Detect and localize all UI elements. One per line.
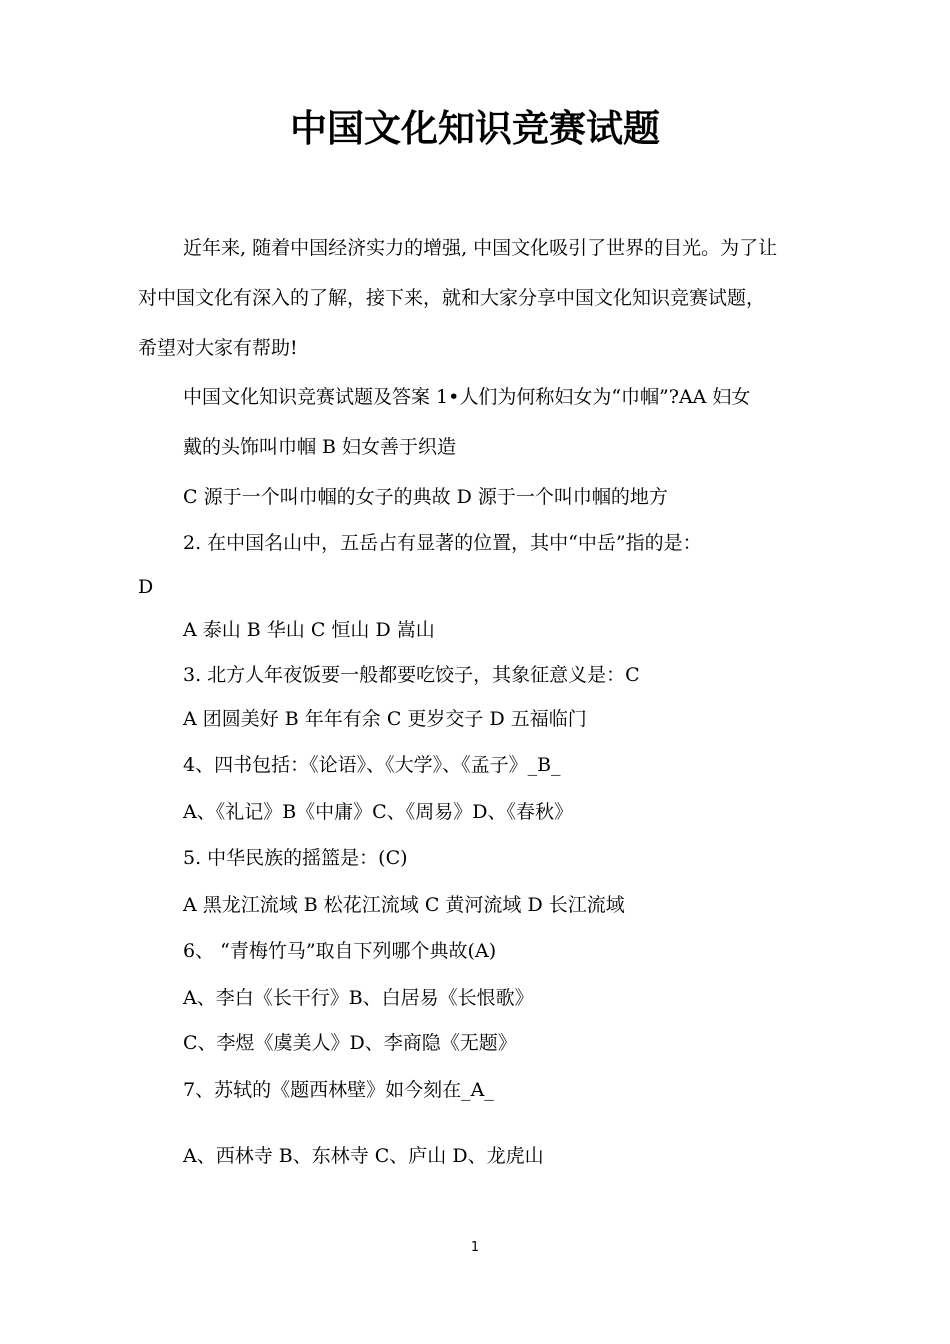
question-3: 3. 北方人年夜饭要一般都要吃饺子，其象征意义是：C	[183, 664, 640, 686]
question-4-options: A、《礼记》B《中庸》C、《周易》D、《春秋》	[183, 801, 573, 823]
question-1-options: C 源于一个叫巾帼的女子的典故 D 源于一个叫巾帼的地方	[183, 486, 668, 508]
question-1-line-2: 戴的头饰叫巾帼 B 妇女善于织造	[183, 436, 457, 458]
question-4: 4、四书包括：《论语》、《大学》、《孟子》_B_	[183, 754, 561, 776]
question-6-options-1: A、李白《长干行》B、白居易《长恨歌》	[183, 987, 534, 1009]
question-5-options: A 黑龙江流域 B 松花江流域 C 黄河流域 D 长江流域	[183, 894, 625, 916]
question-1-line-1: 中国文化知识竞赛试题及答案 1•人们为何称妇女为“巾帼”?AA 妇女	[183, 386, 751, 408]
intro-line-2: 对中国文化有深入的了解，接下来，就和大家分享中国文化知识竞赛试题，	[138, 287, 766, 309]
question-2-options: A 泰山 B 华山 C 恒山 D 嵩山	[183, 619, 435, 641]
question-3-options: A 团圆美好 B 年年有余 C 更岁交子 D 五福临门	[183, 708, 587, 730]
question-2-answer: D	[138, 576, 154, 598]
intro-line-3: 希望对大家有帮助!	[138, 337, 298, 359]
question-7: 7、苏轼的《题西林壁》如今刻在_A_	[183, 1079, 494, 1101]
question-2-line-1: 2. 在中国名山中，五岳占有显著的位置，其中“中岳”指的是：	[183, 532, 702, 554]
question-6-options-2: C、李煜《虞美人》D、李商隐《无题》	[183, 1032, 517, 1054]
intro-line-1: 近年来, 随着中国经济实力的增强, 中国文化吸引了世界的目光。为了让	[183, 237, 778, 259]
page-number: 1	[470, 1240, 480, 1255]
question-6: 6、 “青梅竹马”取自下列哪个典故(A)	[183, 940, 497, 962]
question-7-options: A、西林寺 B、东林寺 C、庐山 D、龙虎山	[183, 1145, 544, 1167]
question-5: 5. 中华民族的摇篮是：(C)	[183, 847, 408, 869]
page-title: 中国文化知识竞赛试题	[290, 107, 660, 150]
